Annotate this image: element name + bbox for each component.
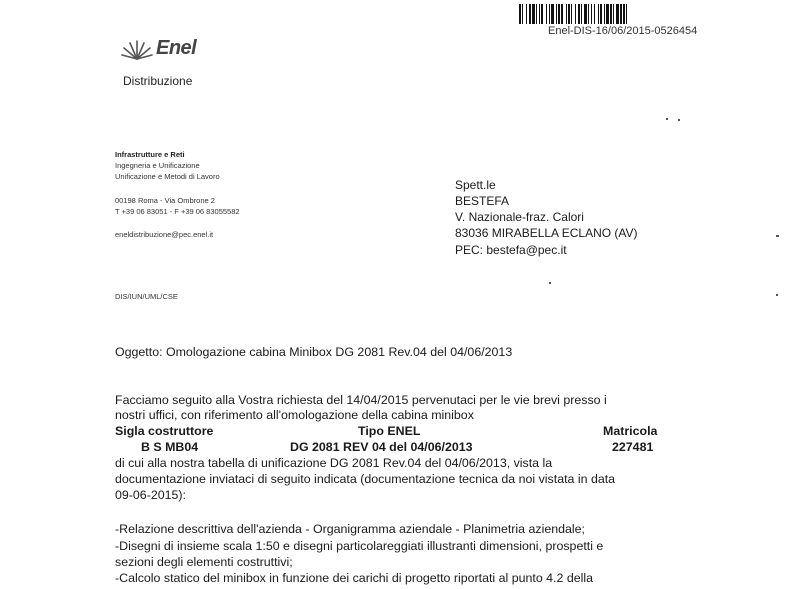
barcode-image <box>519 4 731 24</box>
table-header-tipo: Tipo ENEL <box>358 424 421 438</box>
recipient-city: 83036 MIRABELLA ECLANO (AV) <box>455 226 638 240</box>
list-item: -Calcolo statico del minibox in funzione dei carichi di progetto riportati al punto 4.2 della <box>115 571 593 585</box>
recipient-street: V. Nazionale-fraz. Calori <box>455 210 584 224</box>
scan-speck <box>678 119 680 121</box>
table-header-matricola: Matricola <box>603 424 658 438</box>
recipient-name: BESTEFA <box>455 194 510 208</box>
sender-dept-line: Ingegneria e Unificazione <box>115 161 200 170</box>
list-item-continuation: sezioni degli elementi costruttivi; <box>115 555 293 569</box>
table-value-matricola: 227481 <box>612 440 654 454</box>
scan-speck <box>549 282 551 284</box>
list-item: -Relazione descrittiva dell'azienda - Organigramma aziendale - Planimetria aziendale; <box>115 522 586 536</box>
enel-logo-icon <box>120 35 154 63</box>
paragraph-line: 09-06-2015): <box>115 488 186 502</box>
sender-pec: eneldistribuzione@pec.enel.it <box>115 230 214 239</box>
paragraph-line: di cui alla nostra tabella di unificazione DG 2081 Rev.04 del 04/06/2013, vista la <box>115 456 553 470</box>
scan-speck <box>776 235 779 237</box>
letter-subject: Oggetto: Omologazione cabina Minibox DG 2081 Rev.04 del 04/06/2013 <box>115 345 513 359</box>
reference-code: DIS/IUN/UML/CSE <box>115 292 178 301</box>
recipient-salutation: Spett.le <box>455 178 496 192</box>
paragraph-line: documentazione inviataci di seguito indicata (documentazione tecnica da noi vistata in data <box>115 472 616 486</box>
table-header-sigla: Sigla costruttore <box>115 424 214 438</box>
logo-wordmark: Enel <box>156 37 197 59</box>
sender-phone-fax: T +39 06 83051 - F +39 06 83055582 <box>115 207 240 216</box>
scan-speck <box>666 118 668 120</box>
paragraph-line: Facciamo seguito alla Vostra richiesta del 14/04/2015 pervenutaci per le vie brevi presso i <box>115 393 607 407</box>
protocol-number: Enel-DIS-16/06/2015-0526454 <box>548 25 698 37</box>
recipient-pec: PEC: bestefa@pec.it <box>455 243 567 257</box>
sender-address: 00198 Roma - Via Ombrone 2 <box>115 196 215 205</box>
list-item: -Disegni di insieme scala 1:50 e disegni particolareggiati illustranti dimensioni, prospetti e <box>115 539 604 553</box>
scan-speck <box>776 294 778 296</box>
paragraph-line: nostri uffici, con riferimento all'omologazione della cabina minibox <box>115 408 474 422</box>
logo-subtitle: Distribuzione <box>123 74 193 88</box>
table-value-sigla: B S MB04 <box>141 440 199 454</box>
sender-dept-line: Unificazione e Metodi di Lavoro <box>115 172 220 181</box>
table-value-tipo: DG 2081 REV 04 del 04/06/2013 <box>290 440 473 454</box>
sender-dept-title: Infrastrutture e Reti <box>115 150 185 159</box>
